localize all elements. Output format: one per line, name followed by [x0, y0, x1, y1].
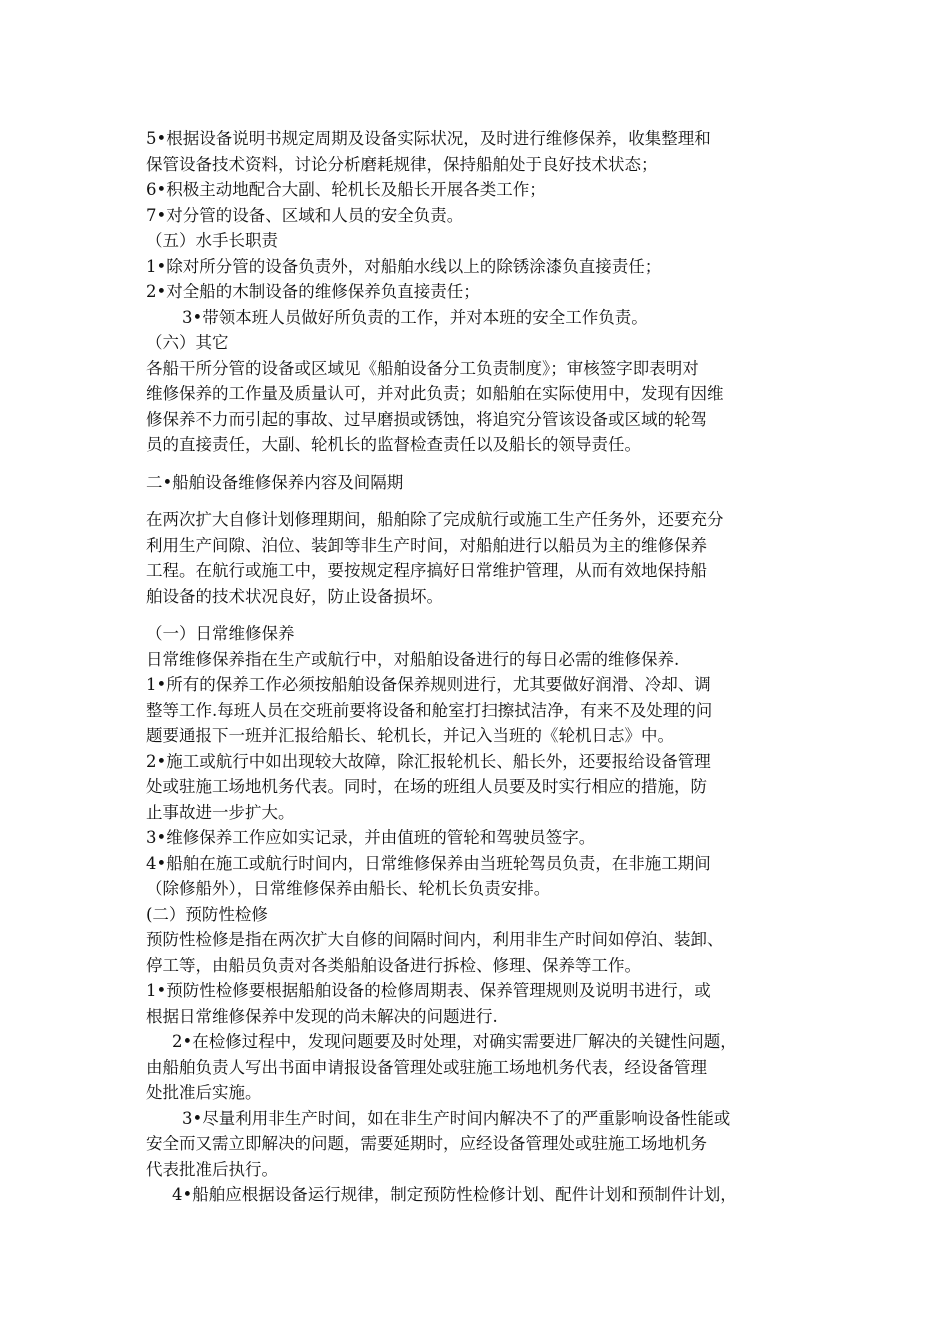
- text-line: 代表批准后执行。: [146, 1159, 278, 1179]
- text-line: 题要通报下一班并汇报给船长、轮机长，并记入当班的《轮机日志》中。: [146, 726, 674, 745]
- text-line: 2•对全船的木制设备的维修保养负直接责任；: [146, 282, 480, 301]
- text-line: （除修船外），日常维修保养由船长、轮机长负责安排。: [146, 879, 551, 898]
- text-line: 各船干所分管的设备或区域见《船舶设备分工负责制度》；审核签字即表明对: [146, 358, 699, 378]
- paragraph-gap: [146, 609, 810, 621]
- paragraph-gap: [146, 495, 810, 507]
- text-line: 处或驻施工场地机务代表。同时，在场的班组人员要及时实行相应的措施，防: [146, 777, 707, 796]
- text-line: （五）水手长职责: [146, 231, 278, 250]
- text-line: 预防性检修是指在两次扩大自修的间隔时间内，利用非生产时间如停泊、装卸、: [146, 930, 724, 949]
- text-line: 维修保养的工作量及质量认可，并对此负责；如船舶在实际使用中，发现有因维: [146, 384, 724, 403]
- text-line: 保管设备技术资料，讨论分析磨耗规律，保持船舶处于良好技术状态；: [146, 154, 658, 174]
- text-line: 2•在检修过程中，发现问题要及时处理，对确实需要进厂解决的关键性问题，: [172, 1032, 737, 1051]
- text-line: 根据日常维修保养中发现的尚未解决的问题进行.: [146, 1006, 498, 1026]
- text-line: 日常维修保养指在生产或航行中，对船舶设备进行的每日必需的维修保养.: [146, 649, 680, 669]
- text-line: 4•船舶在施工或航行时间内，日常维修保养由当班轮驾员负责，在非施工期间: [146, 853, 711, 873]
- text-line: 安全而又需立即解决的问题，需要延期时，应经设备管理处或驻施工场地机务: [146, 1134, 707, 1153]
- text-line: （六）其它: [146, 333, 229, 352]
- document-body: [146, 126, 810, 1208]
- text-line: 1•预防性检修要根据船舶设备的检修周期表、保养管理规则及说明书进行，或: [146, 981, 711, 1000]
- text-line: 3•维修保养工作应如实记录，并由值班的管轮和驾驶员签字。: [146, 828, 596, 847]
- text-line: 整等工作.每班人员在交班前要将设备和舱室打扫擦拭洁净，有来不及处理的问: [146, 700, 713, 720]
- text-line: 2•施工或航行中如出现较大故障，除汇报轮机长、船长外，还要报给设备管理: [146, 751, 711, 771]
- text-line: 1•除对所分管的设备负责外，对船舶水线以上的除锈涂漆负直接责任；: [146, 256, 662, 276]
- text-line: 4•船舶应根据设备运行规律，制定预防性检修计划、配件计划和预制件计划，: [172, 1185, 737, 1204]
- paragraph-gap: [146, 458, 810, 470]
- text-line: 修保养不力而引起的事故、过早磨损或锈蚀，将追究分管该设备或区域的轮驾: [146, 409, 707, 429]
- text-line: 3•带领本班人员做好所负责的工作，并对本班的安全工作负责。: [182, 307, 648, 327]
- text-line: 舶设备的技术状况良好，防止设备损坏。: [146, 586, 443, 606]
- text-line: 3•尽量利用非生产时间，如在非生产时间内解决不了的严重影响设备性能或: [182, 1108, 731, 1128]
- text-line: 在两次扩大自修计划修理期间，船舶除了完成航行或施工生产任务外，还要充分: [146, 510, 724, 529]
- text-line: 利用生产间隙、泊位、装卸等非生产时间，对船舶进行以船员为主的维修保养: [146, 535, 707, 555]
- text-line: 停工等，由船员负责对各类船舶设备进行拆检、修理、保养等工作。: [146, 955, 641, 975]
- text-line: 6•积极主动地配合大副、轮机长及船长开展各类工作；: [146, 180, 546, 199]
- text-line: (二）预防性检修: [146, 904, 268, 924]
- text-line: 处批准后实施。: [146, 1083, 262, 1102]
- text-line: 二•船舶设备维修保养内容及间隔期: [146, 472, 404, 492]
- text-line: （一）日常维修保养: [146, 624, 295, 643]
- text-line: 员的直接责任，大副、轮机长的监督检查责任以及船长的领导责任。: [146, 435, 641, 454]
- text-line: 5•根据设备说明书规定周期及设备实际状况，及时进行维修保养，收集整理和: [146, 129, 711, 148]
- text-line: 由船舶负责人写出书面申请报设备管理处或驻施工场地机务代表，经设备管理: [146, 1057, 707, 1077]
- text-line: 止事故进一步扩大。: [146, 802, 295, 822]
- text-line: 7•对分管的设备、区域和人员的安全负责。: [146, 205, 464, 225]
- text-line: 工程。在航行或施工中，要按规定程序搞好日常维护管理，从而有效地保持船: [146, 561, 707, 580]
- text-line: 1•所有的保养工作必须按船舶设备保养规则进行，尤其要做好润滑、冷却、调: [146, 675, 711, 694]
